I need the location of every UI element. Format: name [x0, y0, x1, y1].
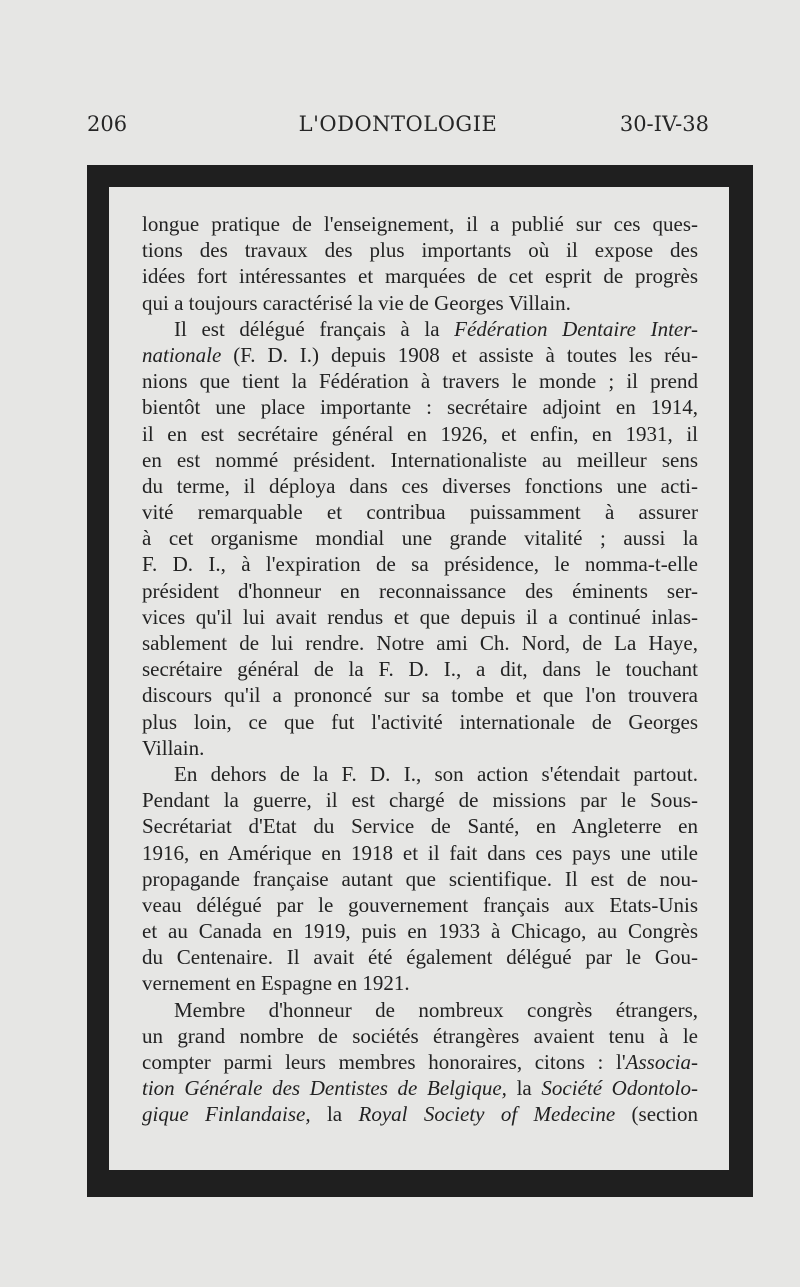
text-segment: plus loin, ce que fut l'activité internationale de Georges: [142, 709, 698, 734]
text-segment: Membre d'honneur de nombreux congrès étrangers,: [174, 997, 698, 1022]
text-line: [142, 211, 698, 237]
journal-title: L'ODONTOLOGIE: [298, 112, 498, 136]
text-line: [142, 1049, 698, 1075]
text-line: [142, 735, 698, 761]
text-segment: président d'honneur en reconnaissance des éminents ser-: [142, 578, 698, 603]
text-segment: Il est délégué français à la: [174, 316, 455, 341]
text-line: [142, 1101, 698, 1127]
text-segment: du terme, il déploya dans ces diverses fonctions une acti-: [142, 473, 698, 498]
text-segment: longue pratique de l'enseignement, il a publié sur ces ques-: [142, 212, 698, 236]
text-line: [142, 316, 698, 342]
text-line: [142, 421, 698, 447]
text-line: [142, 447, 698, 473]
text-line: [142, 368, 698, 394]
text-line: [142, 342, 698, 368]
text-line: [142, 840, 698, 866]
body-text: [142, 211, 698, 1128]
text-line: [142, 499, 698, 525]
text-segment: la: [310, 1102, 359, 1127]
text-segment: veau délégué par le gouvernement français aux Etats-Unis: [142, 892, 698, 917]
text-segment: et au Canada en 1919, puis en 1933 à Chicago, au Congrès: [142, 919, 698, 944]
text-segment: secrétaire général de la F. D. I., a dit, dans le touchant: [142, 657, 698, 682]
text-line: [142, 630, 698, 656]
text-segment: en est nommé président. Internationaliste au meilleur sens: [142, 447, 698, 472]
text-line: [142, 866, 698, 892]
text-line: [142, 473, 698, 499]
text-segment: sablement de lui rendre. Notre ami Ch. Nord, de La Haye,: [142, 631, 698, 655]
page-number: 206: [87, 112, 128, 136]
text-line: [142, 604, 698, 630]
issue-date: 30-IV-38: [619, 112, 709, 136]
text-segment: Secrétariat d'Etat du Service de Santé, en Angleterre en: [142, 814, 698, 839]
text-line: [142, 578, 698, 604]
text-line: [142, 394, 698, 420]
text-segment: bientôt une place importante : secrétaire adjoint en 1914,: [142, 395, 698, 420]
text-line: [142, 787, 698, 813]
text-segment: vernement en Espagne en 1921.: [142, 971, 410, 996]
text-segment: qui a toujours caractérisé la vie de Georges Villain.: [142, 290, 571, 315]
text-line: [142, 551, 698, 577]
running-header: [87, 112, 709, 142]
text-line: [142, 263, 698, 289]
text-segment: (F. D. I.) depuis 1908 et assiste à toutes les réu-: [221, 342, 698, 367]
text-segment: la: [506, 1076, 542, 1101]
text-line: [142, 918, 698, 944]
text-segment: vices qu'il lui avait rendus et que depuis il a continué inlas-: [142, 604, 698, 629]
text-segment: compter parmi leurs membres honoraires, citons : l': [142, 1050, 626, 1074]
italic-text: Royal Society of Medecine: [358, 1102, 616, 1127]
text-segment: 1916, en Amérique en 1918 et il fait dans ces pays une utile: [142, 840, 698, 865]
text-segment: nions que tient la Fédération à travers le monde ; il prend: [142, 369, 698, 394]
text-segment: propagande française autant que scientifique. Il est de nou-: [142, 866, 698, 891]
text-segment: Pendant la guerre, il est chargé de missions par le Sous-: [142, 788, 698, 813]
text-line: [142, 290, 698, 316]
text-line: [142, 237, 698, 263]
text-segment: En dehors de la F. D. I., son action s'étendait partout.: [174, 761, 698, 786]
text-line: [142, 682, 698, 708]
text-line: [142, 813, 698, 839]
italic-text: Associa-: [625, 1050, 698, 1074]
text-segment: à cet organisme mondial une grande vitalité ; aussi la: [142, 526, 698, 551]
text-line: [142, 761, 698, 787]
text-segment: vité remarquable et contribua puissamment à assurer: [142, 500, 698, 525]
text-segment: tions des travaux des plus importants où il expose des: [142, 238, 698, 263]
text-line: [142, 944, 698, 970]
text-segment: discours qu'il a prononcé sur sa tombe et que l'on trouvera: [142, 683, 698, 708]
text-segment: F. D. I., à l'expiration de sa présidence, le nomma-t-elle: [142, 552, 698, 577]
text-line: [142, 892, 698, 918]
italic-text: Société Odontolo-: [541, 1076, 698, 1101]
italic-text: nationale: [142, 342, 222, 367]
text-line: [142, 970, 698, 996]
text-line: [142, 709, 698, 735]
italic-text: Fédération Dentaire Inter-: [454, 316, 698, 341]
text-segment: du Centenaire. Il avait été également délégué par le Gou-: [142, 945, 698, 970]
text-line: [142, 1075, 698, 1101]
text-line: [142, 656, 698, 682]
text-segment: Villain.: [142, 735, 205, 760]
italic-text: gique Finlandaise,: [142, 1102, 311, 1127]
text-line: [142, 1023, 698, 1049]
text-segment: un grand nombre de sociétés étrangères avaient tenu à le: [142, 1023, 698, 1048]
italic-text: tion Générale des Dentistes de Belgique,: [142, 1076, 507, 1101]
text-segment: idées fort intéressantes et marquées de cet esprit de progrès: [142, 264, 698, 289]
text-segment: il en est secrétaire général en 1926, et enfin, en 1931, il: [142, 421, 698, 446]
text-segment: (section: [615, 1102, 698, 1127]
text-line: [142, 997, 698, 1023]
text-line: [142, 525, 698, 551]
